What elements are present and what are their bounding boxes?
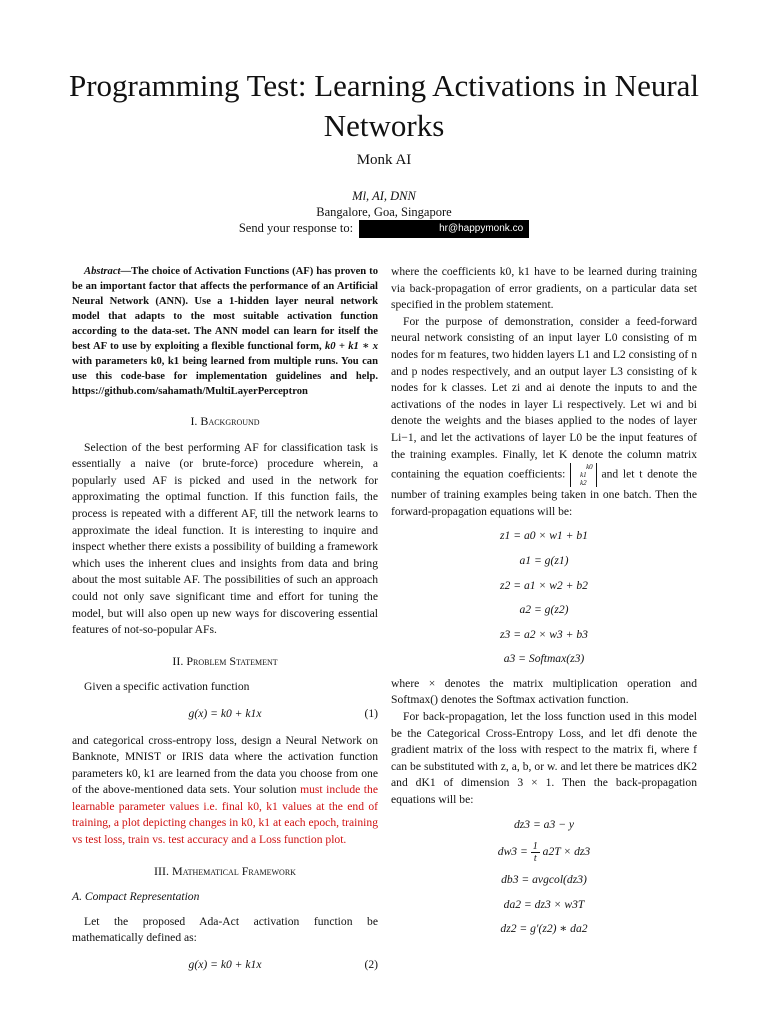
abstract-dash: — <box>120 266 132 277</box>
abstract-text: The choice of Activation Functions (AF) has proven to be an important factor that affects the performance of an Artificial Neural Network (ANN). Use a 1-hidden layer neural network model that adapts to the most suitable activation function according to the data-set. The ANN model can learn for itself the best AF to use by exploiting a flexible functional form, <box>72 266 378 352</box>
section-problem-statement: II. Problem Statement <box>172 653 278 668</box>
problem-text: and categorical cross-entropy loss, design a Neural Network on Banknote, MNIST or IRIS data where the activation function parameters k0, k1 are learned from the data you choose from one of the above-mentioned data sets. Your solution <box>72 733 378 797</box>
response-label: Send your response to: <box>238 221 354 235</box>
abstract <box>72 264 378 399</box>
coefficient-matrix <box>570 463 597 487</box>
network-text-2: and let t denote the number of training examples being taken in one batch. Then the forward-propagation equations will be: <box>391 467 698 518</box>
author-name: Monk AI <box>356 152 412 168</box>
dw3-rhs: a2T × dz3 <box>542 845 591 859</box>
forward-equations <box>391 528 697 668</box>
fraction-numerator: 1 <box>532 841 538 853</box>
email-redaction: hr@happymonk.co <box>359 220 529 238</box>
background-paragraph: Selection of the best performing AF for classification task is essentially a naive (or brute-force) procedure wherein, a popularly used AF is picked and used in the network for approximating the optimal function. If this function fails, the process is repeated with a different AF, till the network learns to approximate the ideal function. It is interesting to inquire and inspect whether there exists a possibility of building a framework which uses the inherent clues and insights from data and bring about the most suitable AF. The possibilities of such an approach could not only save significant time and effort for tuning the model, but will also open up new ways for discovering essential features of not-so-popular AFs. <box>72 440 378 637</box>
problem-requirements: must include the learnable parameter values i.e. final k0, k1 values at the end of training, a plot depicting changes in k0, k1 at each epoch, training vs test loss, train vs. test accuracy and a Loss function plot. <box>72 783 378 847</box>
section-background: I. Background <box>190 414 260 428</box>
forward-eq: a2 = g(z2) <box>519 603 569 617</box>
equation-1-body: g(x) = k0 + k1x <box>188 706 262 720</box>
matrix-k2: k2 <box>580 479 587 488</box>
backward-equations <box>391 817 697 938</box>
forward-eq: z3 = a2 × w3 + b3 <box>500 627 588 641</box>
left-column <box>72 264 378 984</box>
network-text: For the purpose of demonstration, consider a feed-forward neural network consisting of an input layer L0 consisting of m nodes for m features, two hidden layers L1 and L2 consisting of n and p nodes respectively, and an output layer L3 consisting of k nodes for k classes. Let zi and ai denote the inputs to and the activations of the nodes in layer Li respectively. Let wi and bi denote the weights and the biases applied to the nodes of layer Li−1, and let the activations of layer L0 be the input features of the training examples. Finally, let K denote the column matrix containing the equation coefficients: <box>391 314 697 481</box>
right-column <box>391 264 697 938</box>
matrix-k1: k1 <box>580 471 587 480</box>
affiliation <box>0 188 768 238</box>
section-framework: III. Mathematical Framework <box>154 863 296 878</box>
subsection-compact: A. Compact Representation <box>72 890 200 904</box>
equation-1 <box>72 706 378 723</box>
equation-2-number: (2) <box>364 958 378 972</box>
equation-2-body: g(x) = k0 + k1x <box>188 958 262 972</box>
forward-eq: a3 = Softmax(z3) <box>503 652 585 666</box>
softmax-paragraph: where × denotes the matrix multiplication operation and Softmax() denotes the Softmax activation function. <box>391 676 697 707</box>
forward-eq: z1 = a0 × w1 + b1 <box>500 529 588 543</box>
network-paragraph <box>391 314 697 521</box>
matrix-k0: k0 <box>586 463 593 472</box>
problem-paragraph <box>72 733 378 849</box>
equation-1-number: (1) <box>364 706 378 720</box>
given-paragraph: Given a specific activation function <box>84 680 250 694</box>
forward-eq: a1 = g(z1) <box>519 553 569 567</box>
backward-eq: da2 = dz3 × w3T <box>503 897 585 911</box>
forward-eq: z2 = a1 × w2 + b2 <box>500 578 588 592</box>
keywords: Ml, AI, DNN <box>352 189 416 203</box>
dw3-lhs: dw3 = <box>497 845 531 859</box>
abstract-text-2: with parameters k0, k1 being learned from multiple runs. You can use this code-base for implementation guidelines and help. https://github.com/sahamath/MultiLayerPerceptron <box>72 356 378 397</box>
compact-paragraph: Let the proposed Ada-Act activation function be mathematically defined as: <box>72 914 378 945</box>
abstract-math: k0 + k1 ∗ x <box>324 341 378 352</box>
backward-eq: dz2 = g′(z2) ∗ da2 <box>500 922 588 936</box>
dw3-fraction <box>531 841 540 864</box>
backward-eq: db3 = avgcol(dz3) <box>501 873 587 887</box>
coefficients-paragraph: where the coefficients k0, k1 have to be learned during training via back-propagation of error gradients, on a particular data set specified in the problem statement. <box>391 265 697 312</box>
backward-eq: dz3 = a3 − y <box>513 817 575 831</box>
location: Bangalore, Goa, Singapore <box>316 205 452 219</box>
backprop-paragraph: For back-propagation, let the loss function used in this model be the Categorical Cross-Entropy Loss, and let dfi denote the gradient matrix of the loss with respect to the matrix fi, where f can be substituted with z, a, b, or w. and let there be matrices dK2 and dK1 of dimension 3 × 1. Then the back-propagation equations will be: <box>391 710 697 807</box>
backward-eq-dw3 <box>391 841 697 864</box>
abstract-lead: Abstract <box>84 266 121 277</box>
paper-title: Programming Test: Learning Activations in Neural Networks <box>68 68 700 143</box>
fraction-denominator: t <box>533 853 537 865</box>
equation-2 <box>72 957 378 974</box>
